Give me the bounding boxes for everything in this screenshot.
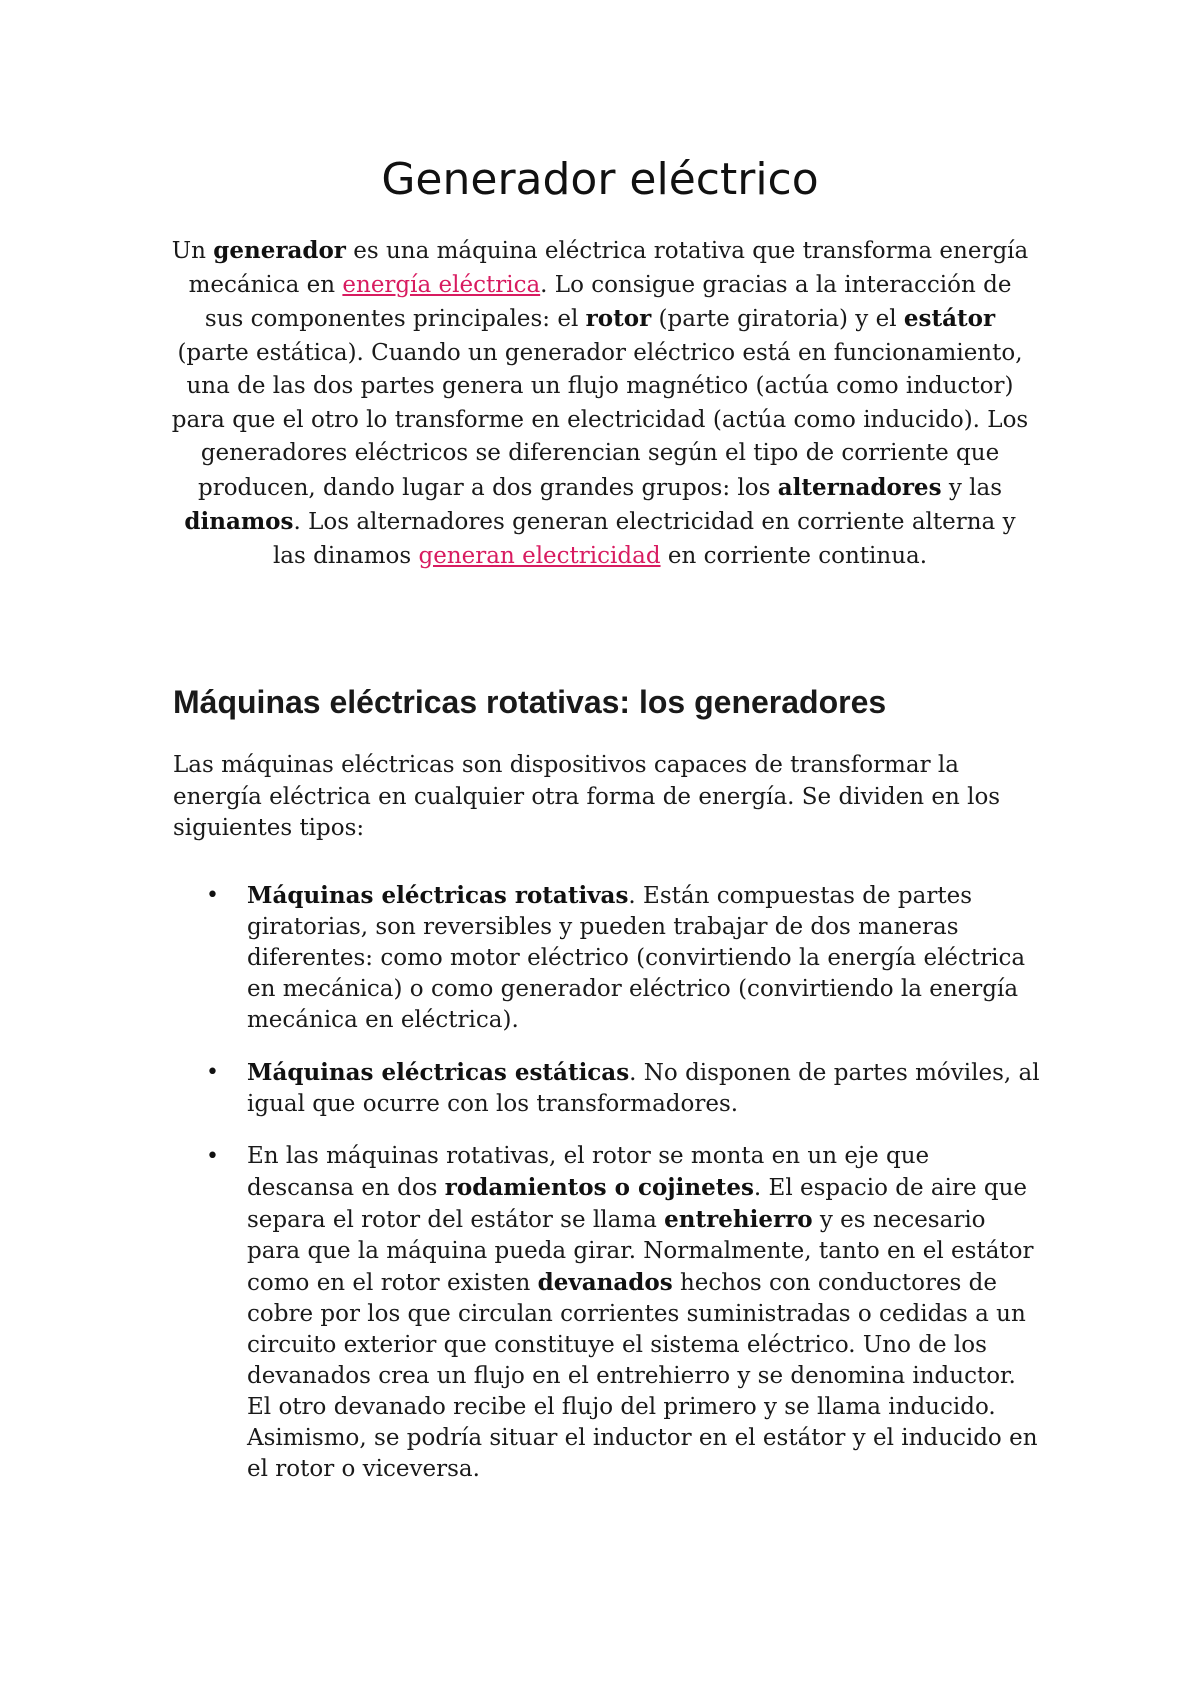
list-item — [173, 1141, 1043, 1485]
bullet-icon: • — [206, 883, 219, 908]
intro-text: en corriente continua. — [660, 542, 928, 569]
intro-text: y las — [941, 474, 1003, 501]
intro-paragraph — [170, 234, 1030, 573]
bullet-body: . Están compuestas de partes giratorias, son reversibles y pueden trabajar de dos maneras diferentes: como motor eléctrico (convirtiendo la energía eléctrica en mecánica) o como generador eléctrico (convirtiendo la energía mecánica en eléctrica). — [247, 883, 1026, 1033]
list-item — [173, 1057, 1043, 1120]
bullet-body: hechos con conductores de cobre por los que circulan corrientes suministradas o cedidas a un circuito exterior que constituye el sistema eléctrico. Uno de los devanados crea un flujo en el entrehierro y se denomina inductor. El otro devanado recibe el flujo del primero y se llama inducido. Asimismo, se podría situar el inductor en el estátor y el inducido en el rotor o viceversa. — [247, 1270, 1038, 1482]
bullet-icon: • — [206, 1060, 219, 1085]
intro-text: (parte estática). Cuando un generador eléctrico está en funcionamiento, una de las dos partes genera un flujo magnético (actúa como inductor) para que el otro lo transforme en electricidad (actúa como inducido). Los generadores eléctricos se diferencian según el tipo de corriente que producen, dando lugar a dos grandes grupos: los — [171, 339, 1029, 501]
bullet-icon: • — [206, 1144, 219, 1169]
list-item — [173, 880, 1043, 1036]
page-title: Generador eléctrico — [381, 154, 819, 205]
term-generador: generador — [213, 237, 346, 264]
term-maquinas-rotativas: Máquinas eléctricas rotativas — [247, 882, 629, 909]
bullet-body: En las máquinas rotativas, el rotor se monta en un eje que descansa en dos — [247, 1143, 930, 1201]
bullet-text — [247, 1060, 1040, 1117]
term-maquinas-estaticas: Máquinas eléctricas estáticas — [247, 1059, 630, 1086]
intro-text: (parte giratoria) y el — [651, 306, 904, 332]
bullet-body: . No disponen de partes móviles, al igual que ocurre con los transformadores. — [247, 1060, 1040, 1117]
link-generan-electricidad[interactable]: generan electricidad — [418, 542, 661, 569]
bullet-text — [247, 1143, 1038, 1482]
intro-text: . Los alternadores generan electricidad en corriente alterna y las dinamos — [272, 509, 1016, 569]
term-devanados: devanados — [537, 1269, 673, 1296]
bullet-list — [173, 880, 1043, 1506]
section-heading: Máquinas eléctricas rotativas: los generadores — [173, 684, 887, 720]
intro-text: . Lo consigue gracias a la interacción de sus componentes principales: el — [204, 271, 1012, 332]
section-intro-paragraph: Las máquinas eléctricas son dispositivos capaces de transformar la energía eléctrica en cualquier otra forma de energía. Se dividen en los siguientes tipos: — [173, 752, 1001, 841]
term-rotor: rotor — [585, 305, 652, 332]
term-entrehierro: entrehierro — [664, 1206, 813, 1233]
bullet-text — [247, 883, 1025, 1033]
term-rodamientos: rodamientos o cojinetes — [444, 1174, 754, 1201]
bullet-body: . El espacio de aire que separa el rotor del estátor se llama — [247, 1175, 1028, 1233]
link-energia-electrica[interactable]: energía eléctrica — [342, 271, 541, 298]
term-dinamos: dinamos — [184, 508, 294, 535]
intro-text: es una máquina eléctrica rotativa que transforma energía mecánica en — [188, 238, 1029, 298]
intro-text: Un — [171, 238, 214, 264]
bullet-body: y es necesario para que la máquina pueda girar. Normalmente, tanto en el estátor como en el rotor existen — [247, 1207, 1034, 1296]
term-alternadores: alternadores — [777, 473, 942, 501]
term-estator: estátor — [903, 305, 996, 332]
